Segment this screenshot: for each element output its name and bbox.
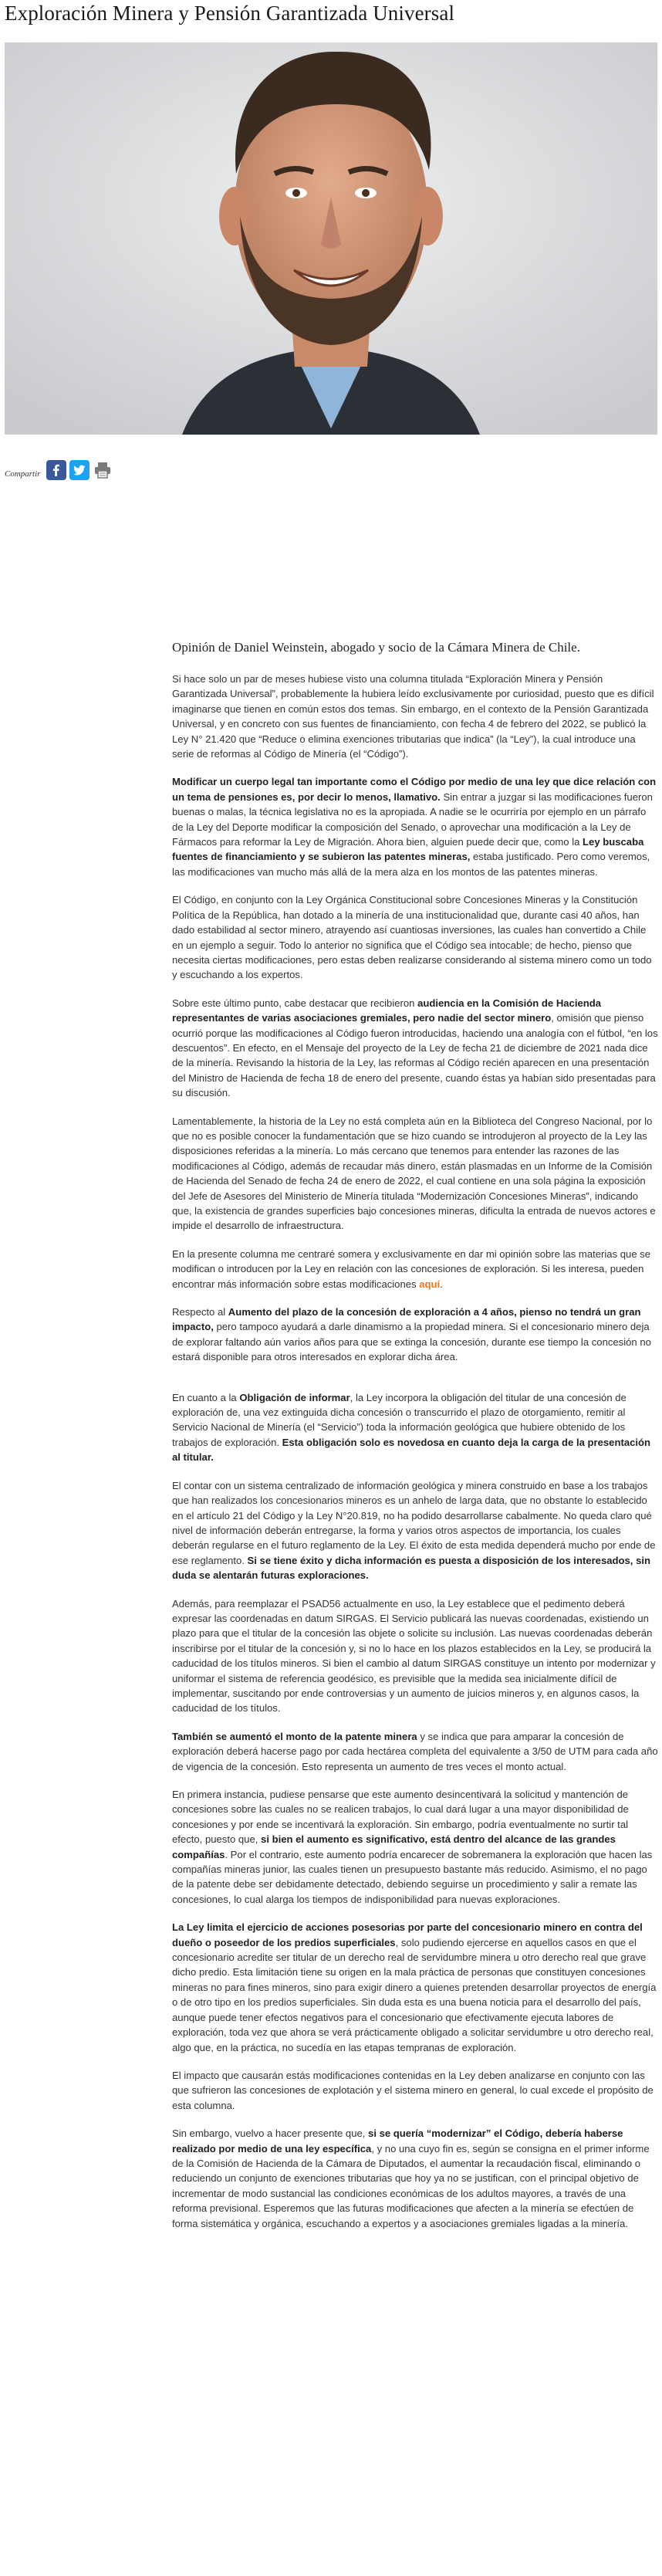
print-icon <box>93 461 112 479</box>
article-paragraph-7: Respecto al Aumento del plazo de la concesión de exploración a 4 años, pienso no tendrá un gran impacto, pero tampoco ayudará a darle dinamismo a la propiedad minera. Si el concesionario minero deja de explorar faltando aún varios años para que se extinga la concesión, durante ese tiempo la concesión no estará disponible para otros interesados en explorar dicha área. <box>172 1306 651 1363</box>
facebook-share-button[interactable] <box>46 460 66 480</box>
share-label: Compartir <box>5 469 41 479</box>
facebook-icon <box>50 464 62 476</box>
article-paragraph-10: Además, para reemplazar el PSAD56 actualmente en uso, la Ley establece que el pedimento deberá expresar las coordenadas en datum SIRGAS. El Servicio publicará las nuevas coordenadas, existiendo un plazo para que el titular de la concesión las objete o solicite su inclusión. Las nuevas coordenadas deberán inscribirse por el titular de la concesión y, si no lo hace en los plazos establecidos en la Ley, se producirá la caducidad de los títulos mineros. Si bien el cambio al datum SIRGAS constituye un intento por modernizar y uniformar el sistema de referencia geodésico, es previsible que la medida sea inicialmente difícil de implementar, suscitando por ende controversias y un aumento de juicios mineros y, en algunos casos, la caducidad de los títulos. <box>172 1597 656 1715</box>
article-paragraph-14: El impacto que causarán estás modificaciones contenidas en la Ley deben analizarse en conjunto con las que sufrieron las concesiones de explotación y el sistema minero en general, lo cual excede el propósito de esta columna. <box>172 2069 654 2111</box>
page-title: Exploración Minera y Pensión Garantizada Universal <box>5 2 455 25</box>
article-intro: Opinión de Daniel Weinstein, abogado y socio de la Cámara Minera de Chile. <box>172 640 580 655</box>
article-paragraph-15: Sin embargo, vuelvo a hacer presente que, si se quería “modernizar” el Código, debería haberse realizado por medio de una ley específica, y no una cuyo fin es, según se consigna en el primer informe de la Comisión de Hacienda de la Cámara de Diputados, el aumentar la recaudación fiscal, eliminando o reduciendo un conjunto de exenciones tributarias que hoy ya no se justifican, con el principal objetivo de incrementar de modo sustancial las condiciones económicas de los adultos mayores, a través de una reforma previsional. Esperemos que las futuras modificaciones que afecten a la minería se efectúen de forma sistemática y orgánica, escuchando a expertos y a asociaciones gremiales ligadas a la minería. <box>172 2127 650 2229</box>
article-paragraph-8: En cuanto a la Obligación de informar, la Ley incorpora la obligación del titular de una concesión de exploración de, una vez extinguida dicha concesión o transcurrido el plazo de otorgamiento, remitir al Servicio Nacional de Minería (el “Servicio”) toda la información geológica que hubiere obtenido de los trabajos de exploración. Esta obligación solo es novedosa en cuanto deja la carga de la presentación al titular. <box>172 1391 651 1464</box>
article-paragraph-13: La Ley limita el ejercicio de acciones posesorias por parte del concesionario minero en contra del dueño o poseedor de los predios superficiales, solo pudiendo ejercerse en aquellos casos en que el concesionario acredite ser titular de un derecho real de servidumbre minera u otro derecho real que grave dicho predio. Esta limitación tiene su origen en la mala práctica de personas que constituyen concesiones mineras no para fines mineros, sino para exigir dinero a quienes pretenden desarrollar proyectos de energía o de otro tipo en los predios superficiales. Sin duda esta es una buena noticia para el desarrollo del país, aunque puede tener efectos negativos para el concesionario que efectivamente ejecuta labores de exploración, toda vez que ahora se verá prácticamente obligado a solicitar servidumbre u otro derecho real, algo que, en la práctica, no sucedía en las etapas tempranas de exploración. <box>172 1921 657 2053</box>
portrait-image <box>5 42 657 435</box>
paragraph-spacer <box>172 1378 658 1390</box>
article-paragraph-4: Sobre este último punto, cabe destacar que recibieron audiencia en la Comisión de Hacienda representantes de varias asociaciones gremiales, pero nadie del sector minero, omisión que pienso ocurrió porque las modificaciones al Código fueron introducidas, haciendo una analogía con el fútbol, “en los descuentos”. En efecto, en el Mensaje del proyecto de la Ley de fecha 21 de diciembre de 2021 nada dice de la minería. Revisando la historia de la Ley, las reformas al Código recién aparecen en una presentación del Ministro de Hacienda de fecha 18 de enero del presente, cuando éstas ya habían sido presentadas para su discusión. <box>172 997 658 1099</box>
twitter-share-button[interactable] <box>69 460 90 480</box>
article-body <box>172 639 658 2244</box>
article-paragraph-5: Lamentablemente, la historia de la Ley no está completa aún en la Biblioteca del Congreso Nacional, por lo que no es posible conocer la fundamentación que se hizo cuando se introdujeron al proyecto de la Ley las disposiciones referidas a la minería. Lo más cercano que tenemos para entender las razones de las modificaciones al Código, además de recaudar más dinero, están plasmadas en un Informe de la Comisión de Hacienda del Senado de fecha 24 de enero de 2022, el cual contiene en una sola página la exposición del Jefe de Asesores del Ministerio de Minería titulada “Modernización Concesiones Mineras”, indicando que, la existencia de grandes superficies bajo concesiones mineras, dificulta la entrada de nuevos actores e impide el desarrollo de infraestructura. <box>172 1115 656 1232</box>
share-bar <box>5 460 113 480</box>
article-paragraph-6: En la presente columna me centraré somera y exclusivamente en dar mi opinión sobre las materias que se modifican o introducen por la Ley en relación con las concesiones de exploración. Si les interesa, pueden encontrar más información sobre estas modificaciones aquí. <box>172 1247 651 1290</box>
article-paragraph-12: En primera instancia, pudiese pensarse que este aumento desincentivará la solicitud y mantención de concesiones sobre las cuales no se realicen trabajos, lo cual dará lugar a una mayor disponibilidad de concesiones y por ende se incentivará la exploración. Sin embargo, podría eventualmente no surtir tal efecto, puesto que, si bien el aumento es significativo, está dentro del alcance de las grandes compañías. Por el contrario, este aumento podría encarecer de sobremanera la exploración que hacen las compañías mineras junior, las cuales tienen un presupuesto bastante más reducido. Asimismo, el no pago de la patente debe ser debidamente detectado, debiendo seguirse un procedimiento y salir a remate las concesiones, lo cual alarga los tiempos de indisponibilidad para nuevas exploraciones. <box>172 1789 653 1905</box>
article-paragraph-2: Modificar un cuerpo legal tan importante como el Código por medio de una ley que dice relación con un tema de pensiones es, por decir lo menos, llamativo. Sin entrar a juzgar si las modificaciones fueron buenas o malas, la técnica legislativa no es la apropiada. A nadie se le ocurriría por ejemplo en un párrafo de la Ley del Deporte modificar la composición del Senado, o aprovechar una modificación a la Ley de Fármacos para reformar la Ley de Migración. Ahora bien, alguien puede decir que, como la Ley buscaba fuentes de financiamiento y se subieron las patentes mineras, estaba justificado. Pero como veremos, las modificaciones van mucho más allá de la mera alza en los montos de las patentes mineras. <box>172 776 657 878</box>
author-portrait <box>5 42 657 435</box>
article-paragraph-11: También se aumentó el monto de la patente minera y se indica que para amparar la concesión de exploración deberá hacerse pago por cada hectárea completa del equivalente a 3/50 de UTM para cada año de vigencia de la concesión. Esto representa un aumento de tres veces el monto actual. <box>172 1730 658 1772</box>
article-paragraph-3: El Código, en conjunto con la Ley Orgánica Constitucional sobre Concesiones Mineras y la Constitución Política de la República, han dotado a la minería de una institucionalidad que, durante casi 40 años, han dado estabilidad al sector minero, atrayendo así cuantiosas inversiones, las cuales han convertido a Chile en un ejemplo a seguir. Todo lo anterior no significa que el Código sea intocable; de hecho, pienso que necesita ciertas modificaciones, pero estas deben realizarse considerando al sistema minero como un todo y escuchando a los expertos. <box>172 894 652 981</box>
twitter-icon <box>73 464 86 476</box>
article-paragraph-1: Si hace solo un par de meses hubiese visto una columna titulada “Exploración Minera y Pensión Garantizada Universal”, probablemente la hubiera leído exclusivamente por curiosidad, puesto que es difícil imaginarse que tienen en común estos dos temas. Sin embargo, en el contexto de la Pensión Garantizada Universal, y en concreto con sus fuentes de financiamiento, con fecha 4 de febrero del 2022, se publicó la Ley N° 21.420 que “Reduce o elimina exenciones tributarias que indica” (la “Ley”), la cual introduce una serie de reformas al Código de Minería (el “Código”). <box>172 673 654 760</box>
print-button[interactable] <box>93 460 113 480</box>
article-paragraph-9: El contar con un sistema centralizado de información geológica y minera construido en base a los trabajos que han realizados los concesionarios mineros es un anhelo de larga data, que no obstante lo establecido en el artículo 21 del Código y la Ley N°20.819, no ha podido desarrollarse cabalmente. No queda claro qué nivel de información deberán entregarse, la forma y varios otros aspectos de importancia, los cuales deberán regularse en el futuro reglamento de la Ley. El éxito de esta medida dependerá mucho por ende de ese reglamento. Si se tiene éxito y dicha información es puesta a disposición de los interesados, sin duda se alentarán futuras exploraciones. <box>172 1479 656 1582</box>
more-info-link[interactable]: aquí <box>419 1278 441 1290</box>
